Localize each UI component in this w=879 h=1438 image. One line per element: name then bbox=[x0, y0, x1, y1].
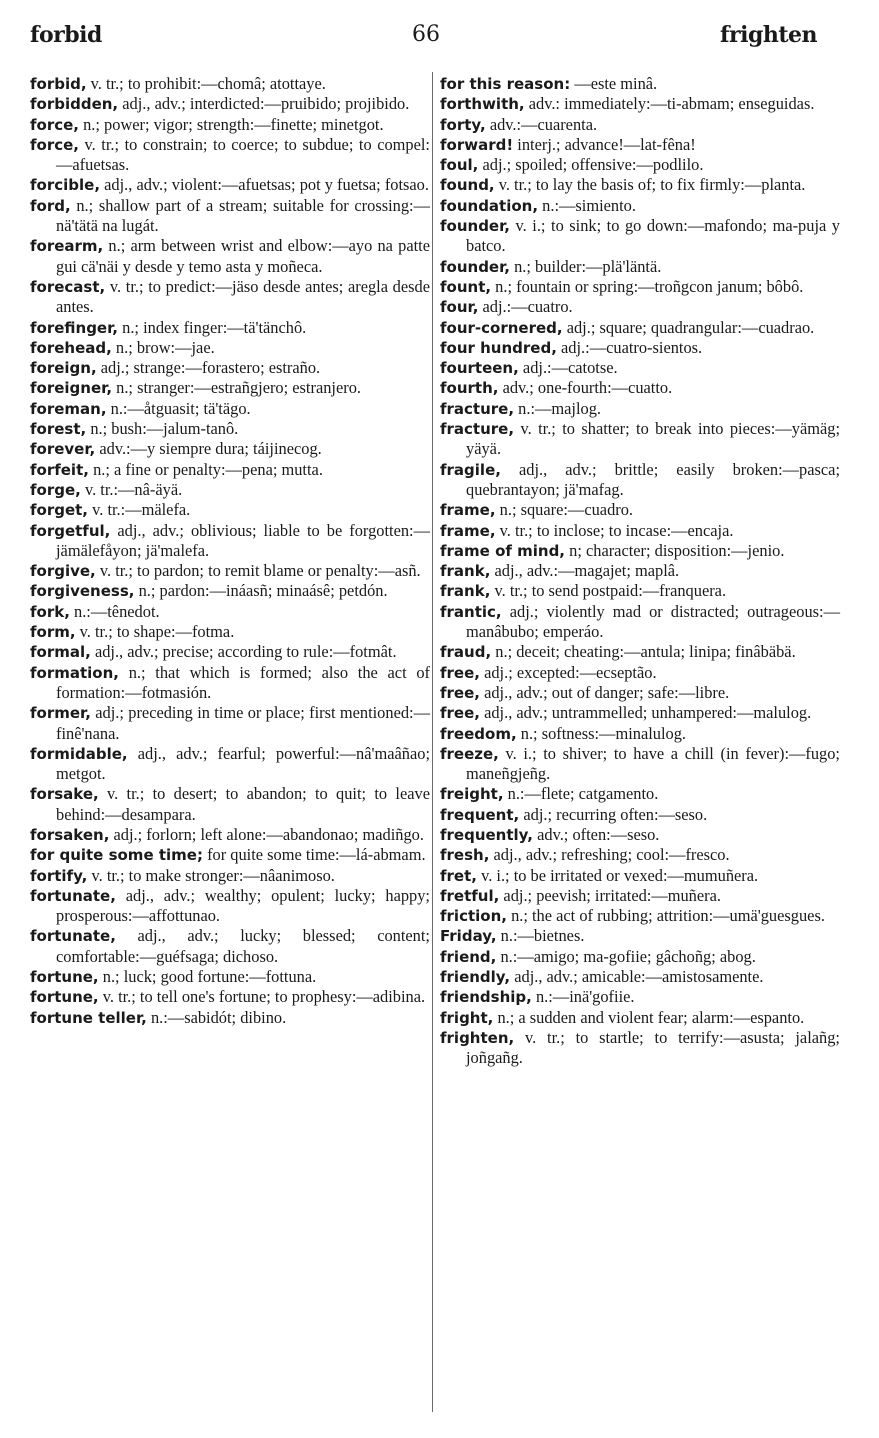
headword: frank, bbox=[440, 562, 491, 581]
dictionary-entry bbox=[30, 74, 430, 94]
definition: v. i.; to be irritated or vexed:—mumuñera. bbox=[481, 865, 759, 885]
dictionary-entry bbox=[30, 866, 430, 886]
definition: n.:—tênedot. bbox=[74, 601, 160, 621]
dictionary-entry bbox=[30, 561, 430, 581]
definition: adj.; spoiled; offensive:—podlilo. bbox=[482, 155, 704, 175]
headword: foreman, bbox=[30, 399, 107, 418]
dictionary-entry bbox=[30, 663, 430, 704]
definition: adj., adv.; interdicted:—pruibido; projibido. bbox=[122, 94, 410, 114]
dictionary-entry bbox=[30, 581, 430, 601]
headword: formal, bbox=[30, 643, 91, 662]
headword: four hundred, bbox=[440, 338, 557, 357]
definition: adj.:—cuatro. bbox=[482, 297, 573, 317]
definition: n.; luck; good fortune:—fottuna. bbox=[102, 967, 317, 987]
headword: forgive, bbox=[30, 562, 96, 581]
dictionary-entry bbox=[440, 683, 840, 703]
headword: forbid, bbox=[30, 75, 87, 93]
headword: fracture, bbox=[440, 399, 515, 418]
dictionary-entry bbox=[440, 196, 840, 216]
headword: found, bbox=[440, 176, 495, 195]
dictionary-entry bbox=[440, 500, 840, 520]
dictionary-entry bbox=[30, 703, 430, 744]
definition: adj.; recurring often:—seso. bbox=[523, 804, 708, 824]
headword: form, bbox=[30, 623, 76, 642]
definition: v. tr.; to inclose; to incase:—encaja. bbox=[499, 520, 734, 540]
headword: fright, bbox=[440, 1008, 494, 1027]
headword: freedom, bbox=[440, 724, 517, 743]
definition: n.; arm between wrist and elbow:—ayo na patte gui cä'näi y desde y temo asta y moñeca. bbox=[56, 236, 430, 276]
definition: adj.; violently mad or distracted; outrageous:—manâbubo; emperáo. bbox=[466, 601, 840, 642]
dictionary-entry bbox=[30, 886, 430, 927]
headword: forget, bbox=[30, 501, 89, 520]
dictionary-entry bbox=[30, 744, 430, 785]
headword: fourth, bbox=[440, 379, 499, 398]
definition: v. tr.; to prohibit:—chomâ; atottaye. bbox=[90, 74, 326, 93]
dictionary-entry bbox=[30, 460, 430, 480]
definition: adj.; preceding in time or place; first mentioned:—finê'nana. bbox=[56, 703, 430, 743]
dictionary-entry bbox=[30, 358, 430, 378]
dictionary-entry bbox=[440, 318, 840, 338]
left-guide-word: forbid bbox=[30, 22, 102, 48]
dictionary-entry bbox=[440, 1028, 840, 1069]
definition: n.; power; vigor; strength:—finette; minetgot. bbox=[83, 114, 384, 134]
dictionary-entry bbox=[440, 257, 840, 277]
dictionary-entry bbox=[30, 642, 430, 662]
dictionary-entry bbox=[30, 926, 430, 967]
dictionary-entry bbox=[440, 399, 840, 419]
definition: v. i.; to shiver; to have a chill (in fever):—fugo; maneñgjeñg. bbox=[466, 743, 840, 784]
definition: n.; fountain or spring:—troñgcon janum; bôbô. bbox=[495, 276, 804, 296]
definition: v. tr.; to tell one's fortune; to prophesy:—adibina. bbox=[102, 987, 426, 1007]
definition: n.; that which is formed; also the act of formation:—fotmasión. bbox=[56, 662, 430, 702]
headword: for quite some time; bbox=[30, 846, 203, 865]
headword: frequently, bbox=[440, 825, 533, 844]
dictionary-entry bbox=[30, 602, 430, 622]
headword: former, bbox=[30, 704, 91, 723]
dictionary-entry bbox=[440, 155, 840, 175]
definition: adj., adv.; violent:—afuetsas; pot y fuetsa; fotsao. bbox=[104, 175, 429, 195]
definition: —este minâ. bbox=[574, 74, 658, 93]
definition: n.; builder:—plä'läntä. bbox=[514, 256, 662, 276]
definition: adj., adv.; out of danger; safe:—libre. bbox=[484, 682, 730, 702]
definition: n.:—bietnes. bbox=[500, 926, 585, 946]
dictionary-entry bbox=[30, 378, 430, 398]
dictionary-entry bbox=[440, 926, 840, 946]
dictionary-entry bbox=[30, 521, 430, 562]
definition: adj., adv.; untrammelled; unhampered:—malulog. bbox=[484, 703, 812, 723]
headword: friendly, bbox=[440, 968, 511, 987]
headword: free, bbox=[440, 683, 480, 702]
headword: fretful, bbox=[440, 886, 500, 905]
headword: fraud, bbox=[440, 643, 492, 662]
dictionary-entry bbox=[30, 419, 430, 439]
definition: adj.:—cuatro-sientos. bbox=[561, 337, 703, 357]
dictionary-entry bbox=[440, 663, 840, 683]
dictionary-entry bbox=[440, 784, 840, 804]
definition: n; character; disposition:—jenio. bbox=[569, 540, 785, 560]
dictionary-entry bbox=[30, 236, 430, 277]
headword: friction, bbox=[440, 907, 507, 926]
dictionary-entry bbox=[440, 358, 840, 378]
definition: adj.; square; quadrangular:—cuadrao. bbox=[566, 317, 815, 337]
dictionary-entry bbox=[440, 703, 840, 723]
headword: forbidden, bbox=[30, 95, 119, 114]
dictionary-entry bbox=[440, 561, 840, 581]
headword: fortify, bbox=[30, 866, 88, 885]
dictionary-entry bbox=[30, 439, 430, 459]
headword: fracture, bbox=[440, 420, 515, 439]
dictionary-entry bbox=[30, 784, 430, 825]
dictionary-entry bbox=[30, 622, 430, 642]
definition: n.:—inä'gofiie. bbox=[535, 987, 635, 1007]
headword: foundation, bbox=[440, 196, 539, 215]
headword: frank, bbox=[440, 582, 491, 601]
dictionary-entry bbox=[440, 602, 840, 643]
definition: n.; a fine or penalty:—pena; mutta. bbox=[93, 459, 323, 479]
headword: frame, bbox=[440, 521, 496, 540]
headword: forever, bbox=[30, 440, 96, 459]
headword: free, bbox=[440, 663, 480, 682]
definition: adj., adv.:—magajet; maplâ. bbox=[494, 561, 680, 581]
dictionary-entry bbox=[440, 805, 840, 825]
definition: adj., adv.; fearful; powerful:—nâ'maâñao; metgot. bbox=[56, 743, 430, 784]
dictionary-entry bbox=[440, 378, 840, 398]
right-guide-word: frighten bbox=[720, 22, 817, 48]
headword: fortune teller, bbox=[30, 1008, 147, 1027]
page-number: 66 bbox=[412, 22, 440, 47]
dictionary-entry bbox=[30, 175, 430, 195]
definition: v. tr.; to shatter; to break into pieces:—yämäg; yäyä. bbox=[466, 419, 840, 459]
definition: n.; the act of rubbing; attrition:—umä'guesgues. bbox=[511, 906, 825, 926]
definition: v. tr.; to lay the basis of; to fix firmly:—planta. bbox=[498, 175, 806, 195]
dictionary-entry bbox=[440, 906, 840, 926]
definition: for quite some time:—lá-abmam. bbox=[207, 845, 426, 865]
dictionary-entry bbox=[440, 175, 840, 195]
definition: n.; index finger:—tä'tänchô. bbox=[122, 317, 307, 337]
definition: adj., adv.; lucky; blessed; content; comfortable:—guéfsaga; dichoso. bbox=[56, 926, 430, 966]
definition: v. tr.:—mälefa. bbox=[92, 500, 191, 520]
headword: fortune, bbox=[30, 988, 99, 1007]
definition: adj.:—catotse. bbox=[522, 358, 618, 378]
definition: v. tr.; to predict:—jäso desde antes; aregla desde antes. bbox=[56, 276, 430, 317]
definition: adv.: immediately:—ti-abmam; enseguidas. bbox=[528, 94, 815, 114]
headword: frantic, bbox=[440, 602, 502, 621]
definition: adv.:—cuarenta. bbox=[489, 114, 598, 134]
dictionary-entry bbox=[440, 74, 840, 94]
headword: freeze, bbox=[440, 744, 499, 763]
dictionary-entry bbox=[440, 94, 840, 114]
definition: n.; shallow part of a stream; suitable for crossing:—nä'tätä na lugát. bbox=[56, 195, 430, 236]
headword: fragile, bbox=[440, 460, 501, 479]
headword: forge, bbox=[30, 480, 81, 499]
headword: frame of mind, bbox=[440, 541, 566, 560]
dictionary-entry bbox=[30, 338, 430, 358]
headword: fortunate, bbox=[30, 886, 116, 905]
definition: v. tr.; to pardon; to remit blame or penalty:—asñ. bbox=[99, 561, 421, 581]
headword: four, bbox=[440, 298, 479, 317]
headword: freight, bbox=[440, 785, 504, 804]
headword: Friday, bbox=[440, 927, 497, 946]
dictionary-entry bbox=[440, 967, 840, 987]
definition: n.:—majlog. bbox=[518, 398, 602, 418]
dictionary-entry bbox=[440, 115, 840, 135]
dictionary-entry bbox=[440, 460, 840, 501]
dictionary-entry bbox=[440, 1008, 840, 1028]
dictionary-entry bbox=[440, 845, 840, 865]
headword: founder, bbox=[440, 217, 510, 236]
headword: foul, bbox=[440, 156, 479, 175]
dictionary-entry bbox=[30, 135, 430, 176]
dictionary-entry bbox=[440, 338, 840, 358]
dictionary-entry bbox=[440, 866, 840, 886]
definition: v. tr.; to desert; to abandon; to quit; to leave behind:—desampara. bbox=[56, 784, 430, 824]
definition: n.; stranger:—estrañgjero; estranjero. bbox=[116, 378, 361, 398]
headword: formation, bbox=[30, 663, 119, 682]
headword: forcible, bbox=[30, 176, 101, 195]
headword: forthwith, bbox=[440, 95, 525, 114]
headword: ford, bbox=[30, 196, 71, 215]
dictionary-entry bbox=[30, 94, 430, 114]
headword: forfeit, bbox=[30, 460, 89, 479]
definition: n.:—simiento. bbox=[542, 195, 636, 215]
definition: v. tr.:—nâ-äyä. bbox=[84, 479, 183, 499]
headword: forsake, bbox=[30, 785, 99, 804]
dictionary-entry bbox=[30, 500, 430, 520]
definition: n.; square:—cuadro. bbox=[499, 500, 634, 520]
definition: v. tr.; to constrain; to coerce; to subdue; to compel:—afuetsas. bbox=[56, 134, 430, 175]
dictionary-entry bbox=[440, 541, 840, 561]
definition: interj.; advance!—lat-fêna! bbox=[517, 134, 696, 154]
headword: fret, bbox=[440, 866, 477, 885]
dictionary-entry bbox=[30, 967, 430, 987]
dictionary-entry bbox=[440, 297, 840, 317]
definition: v. tr.; to startle; to terrify:—asusta; jalañg; joñgañg. bbox=[466, 1027, 840, 1068]
definition: n.; softness:—minalulog. bbox=[520, 723, 687, 743]
headword: forgetful, bbox=[30, 521, 111, 540]
definition: adj., adv.; brittle; easily broken:—pasca; quebrantayon; jä'mafag. bbox=[466, 459, 841, 499]
dictionary-entry bbox=[440, 744, 840, 785]
definition: n.; deceit; cheating:—antula; linipa; finâbäbä. bbox=[495, 642, 796, 662]
dictionary-entry bbox=[440, 642, 840, 662]
dictionary-entry bbox=[440, 521, 840, 541]
headword: friend, bbox=[440, 947, 497, 966]
dictionary-entry bbox=[440, 581, 840, 601]
headword: for this reason: bbox=[440, 75, 571, 93]
dictionary-entry bbox=[30, 399, 430, 419]
definition: adj., adv.; amicable:—amistosamente. bbox=[514, 967, 764, 987]
headword: fork, bbox=[30, 602, 70, 621]
headword: frighten, bbox=[440, 1028, 515, 1047]
dictionary-entry bbox=[30, 480, 430, 500]
headword: forest, bbox=[30, 420, 87, 439]
headword: fount, bbox=[440, 277, 492, 296]
definition: n.; a sudden and violent fear; alarm:—espanto. bbox=[497, 1007, 805, 1027]
headword: foreigner, bbox=[30, 379, 113, 398]
dictionary-entry bbox=[440, 135, 840, 155]
definition: adj.; excepted:—ecseptão. bbox=[484, 662, 657, 682]
dictionary-entry bbox=[30, 318, 430, 338]
dictionary-entry bbox=[30, 1008, 430, 1028]
dictionary-entry bbox=[30, 115, 430, 135]
headword: friendship, bbox=[440, 988, 532, 1007]
definition: adj.; strange:—forastero; estraño. bbox=[100, 358, 321, 378]
headword: frame, bbox=[440, 501, 496, 520]
dictionary-entry bbox=[30, 277, 430, 318]
definition: adv.; often:—seso. bbox=[537, 824, 660, 844]
headword: fourteen, bbox=[440, 359, 519, 378]
dictionary-entry bbox=[440, 947, 840, 967]
headword: frequent, bbox=[440, 805, 520, 824]
headword: founder, bbox=[440, 257, 510, 276]
definition: n.:—åtguasit; tä'tägo. bbox=[110, 398, 251, 418]
definition: v. tr.; to shape:—fotma. bbox=[79, 622, 235, 642]
definition: adv.:—y siempre dura; táijinecog. bbox=[99, 439, 322, 459]
dictionary-entry bbox=[30, 845, 430, 865]
headword: formidable, bbox=[30, 744, 128, 763]
definition: adj., adv.; refreshing; cool:—fresco. bbox=[493, 845, 730, 865]
headword: forsaken, bbox=[30, 825, 110, 844]
headword: forearm, bbox=[30, 237, 104, 256]
headword: forecast, bbox=[30, 277, 106, 296]
definition: v. tr.; to make stronger:—nâanimoso. bbox=[91, 865, 335, 885]
dictionary-entry bbox=[440, 277, 840, 297]
dictionary-entry bbox=[440, 987, 840, 1007]
definition: adj., adv.; precise; according to rule:—fotmât. bbox=[94, 642, 397, 662]
definition: adj., adv.; oblivious; liable to be forgotten:—jämälefåyon; jä'malefa. bbox=[56, 520, 431, 560]
dictionary-entry bbox=[30, 987, 430, 1007]
headword: fresh, bbox=[440, 846, 490, 865]
definition: adj.; forlorn; left alone:—abandonao; madiñgo. bbox=[113, 824, 424, 844]
dictionary-entry bbox=[440, 419, 840, 460]
definition: n.; bush:—jalum-tanô. bbox=[90, 419, 239, 439]
definition: adj.; peevish; irritated:—muñera. bbox=[503, 885, 721, 905]
headword: free, bbox=[440, 704, 480, 723]
headword: forty, bbox=[440, 115, 486, 134]
headword: force, bbox=[30, 135, 79, 154]
definition: n.:—flete; catgamento. bbox=[507, 784, 659, 804]
dictionary-entry bbox=[30, 196, 430, 237]
definition: n.:—amigo; ma-gofiie; gâchoñg; abog. bbox=[500, 946, 756, 966]
headword: fortunate, bbox=[30, 927, 116, 946]
headword: forward! bbox=[440, 135, 514, 154]
headword: force, bbox=[30, 115, 79, 134]
dictionary-entry bbox=[440, 216, 840, 257]
definition: v. i.; to sink; to go down:—mafondo; ma-puja y batco. bbox=[466, 216, 840, 256]
column-divider bbox=[432, 72, 433, 1412]
headword: fortune, bbox=[30, 968, 99, 987]
left-column bbox=[30, 74, 430, 1028]
headword: foreign, bbox=[30, 359, 97, 378]
headword: four-cornered, bbox=[440, 318, 563, 337]
dictionary-entry bbox=[440, 886, 840, 906]
dictionary-entry bbox=[440, 724, 840, 744]
definition: adv.; one-fourth:—cuatto. bbox=[502, 378, 673, 398]
definition: adj., adv.; wealthy; opulent; lucky; happy; prosperous:—affottunao. bbox=[56, 885, 430, 926]
headword: forefinger, bbox=[30, 318, 119, 337]
definition: n.; pardon:—ináasñ; minaásê; petdón. bbox=[138, 581, 388, 601]
dictionary-entry bbox=[30, 825, 430, 845]
right-column bbox=[440, 74, 840, 1069]
definition: n.; brow:—jae. bbox=[115, 337, 215, 357]
definition: n.:—sabidót; dibino. bbox=[150, 1007, 287, 1027]
headword: forehead, bbox=[30, 338, 112, 357]
headword: forgiveness, bbox=[30, 582, 135, 601]
dictionary-entry bbox=[440, 825, 840, 845]
definition: v. tr.; to send postpaid:—franquera. bbox=[494, 581, 727, 601]
